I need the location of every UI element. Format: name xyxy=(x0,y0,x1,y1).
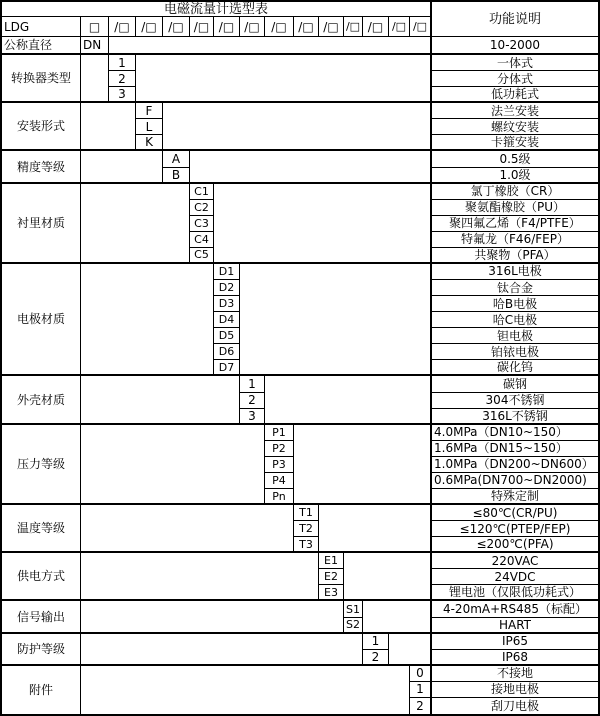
section-label-power-supply: 供电方式 xyxy=(2,553,81,601)
code-cell: C1 xyxy=(190,184,214,200)
spacer-cell xyxy=(81,103,136,151)
code-cell: 1 xyxy=(363,634,389,650)
spacer-cell xyxy=(81,634,363,666)
spacer-cell xyxy=(136,55,432,103)
section-label-lining: 衬里材质 xyxy=(2,184,81,264)
desc-cell: 低功耗式 xyxy=(432,87,598,103)
spacer-cell xyxy=(81,666,410,714)
code-cell: P4 xyxy=(265,473,294,489)
model-slot: /□ xyxy=(136,17,163,37)
code-cell: T2 xyxy=(294,521,319,537)
desc-cell: 刮刀电极 xyxy=(490,698,539,713)
section-label-pressure: 压力等级 xyxy=(2,425,81,505)
spacer-cell xyxy=(81,425,265,505)
desc-cell: 1.0级 xyxy=(432,168,598,184)
code-cell: 3 xyxy=(109,87,136,103)
section-label-installation: 安装形式 xyxy=(2,103,81,151)
code-cell: 2 xyxy=(363,650,389,666)
spacer-cell xyxy=(190,151,432,183)
spacer-cell xyxy=(363,601,432,633)
code-cell: S1 xyxy=(344,601,363,617)
desc-cell: IP68 xyxy=(432,650,598,666)
desc-cell: 316L电极 xyxy=(432,264,598,280)
spacer-cell xyxy=(81,553,319,601)
spacer-cell xyxy=(81,376,240,424)
code-cell: 2 xyxy=(109,71,136,87)
model-slot: /□ xyxy=(265,17,294,37)
spacer-cell xyxy=(81,55,109,103)
desc-cell: IP65 xyxy=(432,634,598,650)
code-cell: D3 xyxy=(214,296,240,312)
desc-cell: 碳化钨 xyxy=(432,360,598,376)
desc-cell: 不接地 xyxy=(432,666,598,682)
code-cell: D4 xyxy=(214,312,240,328)
code-cell: T1 xyxy=(294,505,319,521)
spacer-cell xyxy=(319,505,432,553)
code-cell: P3 xyxy=(265,457,294,473)
model-slot: /□ xyxy=(363,17,389,37)
section-label-electrode: 电极材质 xyxy=(2,264,81,377)
desc-cell: 钽电极 xyxy=(432,328,598,344)
spacer-cell xyxy=(294,425,432,505)
code-cell: 2 xyxy=(240,393,265,409)
code-cell: 1 xyxy=(240,376,265,392)
desc-cell: ≤120℃(PTEP/FEP) xyxy=(432,521,598,537)
code-cell: D7 xyxy=(214,360,240,376)
desc-cell: 0.5级 xyxy=(432,151,598,167)
desc-cell: 分体式 xyxy=(432,71,598,87)
section-label-accuracy: 精度等级 xyxy=(2,151,81,183)
code-cell: 0 xyxy=(410,666,432,682)
desc-cell: 304不锈钢 xyxy=(432,393,598,409)
spacer-cell xyxy=(109,37,432,55)
desc-cell: 316L不锈钢 xyxy=(432,409,598,425)
desc-cell: 特殊定制 xyxy=(432,489,598,505)
model-slot: /□ xyxy=(344,17,363,37)
section-label-accessories: 附件 xyxy=(2,666,81,714)
desc-cell: 聚四氟乙烯（F4/PTFE） xyxy=(432,216,598,232)
code-cell: C3 xyxy=(190,216,214,232)
code-cell: K xyxy=(136,135,163,151)
desc-cell: 接地电极 xyxy=(432,682,598,698)
spacer-cell xyxy=(81,184,190,264)
desc-cell: 0.6MPa(DN700~DN2000) xyxy=(432,473,598,489)
desc-cell: 24VDC xyxy=(432,569,598,585)
desc-cell: 220VAC xyxy=(432,553,598,569)
function-column-header: 功能说明 xyxy=(432,2,598,37)
spacer-cell xyxy=(240,264,432,377)
section-label-signal-output: 信号输出 xyxy=(2,601,81,633)
desc-cell: 氯丁橡胶（CR） xyxy=(432,184,598,200)
section-label-nominal-diameter: 公称直径 xyxy=(2,37,81,55)
code-cell: C2 xyxy=(190,200,214,216)
spacer-cell xyxy=(389,634,432,666)
section-label-housing: 外壳材质 xyxy=(2,376,81,424)
code-cell: E3 xyxy=(319,585,344,601)
code-cell: L xyxy=(136,119,163,135)
desc-cell: 碳钢 xyxy=(432,376,598,392)
desc-cell: ≤80℃(CR/PU) xyxy=(432,505,598,521)
desc-cell: 哈C电极 xyxy=(432,312,598,328)
section-label-temperature: 温度等级 xyxy=(2,505,81,553)
model-slot: /□ xyxy=(240,17,265,37)
spacer-cell xyxy=(163,103,432,151)
model-slot: /□ xyxy=(163,17,190,37)
code-cell: E1 xyxy=(319,553,344,569)
code-cell: 1 xyxy=(109,55,136,71)
desc-cell: 一体式 xyxy=(432,55,598,71)
desc-cell: 螺纹安装 xyxy=(432,119,598,135)
desc-cell: 钛合金 xyxy=(432,280,598,296)
model-slot: /□ xyxy=(294,17,319,37)
desc-cell: 法兰安装 xyxy=(432,103,598,119)
desc-cell: 锂电池（仅限低功耗式） xyxy=(432,585,598,601)
desc-cell: HART xyxy=(432,618,598,634)
code-cell: S2 xyxy=(344,618,363,634)
desc-cell: 铂铱电极 xyxy=(432,344,598,360)
code-cell: 2 xyxy=(410,698,432,714)
model-box: □ xyxy=(81,17,109,37)
desc-cell: 1.0MPa（DN200~DN600） xyxy=(432,457,598,473)
code-cell: T3 xyxy=(294,537,319,553)
section-label-protection: 防护等级 xyxy=(2,634,81,666)
model-prefix: LDG xyxy=(2,17,81,37)
code-cell: Pn xyxy=(265,489,294,505)
spacer-cell xyxy=(81,601,344,633)
model-slot: /□ xyxy=(190,17,214,37)
code-cell: B xyxy=(163,168,190,184)
spacer-cell xyxy=(344,553,432,601)
desc-cell: 1.6MPa（DN15~150） xyxy=(432,441,598,457)
code-cell: 1 xyxy=(410,682,432,698)
desc-cell: 共聚物（PFA） xyxy=(432,248,598,264)
code-cell: C5 xyxy=(190,248,214,264)
desc-cell: 卡箍安装 xyxy=(432,135,598,151)
code-cell: D5 xyxy=(214,328,240,344)
desc-cell: 特氟龙（F46/FEP） xyxy=(432,232,598,248)
desc-cell: 4-20mA+RS485（标配） xyxy=(432,601,598,617)
model-slot: /□ xyxy=(214,17,240,37)
code-cell: P1 xyxy=(265,425,294,441)
spacer-cell xyxy=(81,151,163,183)
code-cell: D2 xyxy=(214,280,240,296)
code-cell: 3 xyxy=(240,409,265,425)
spacer-cell xyxy=(214,184,432,264)
code-cell: DN xyxy=(81,37,109,55)
desc-cell: 4.0MPa（DN10~150） xyxy=(432,425,598,441)
desc-cell: 10-2000 xyxy=(432,37,598,55)
code-cell: C4 xyxy=(190,232,214,248)
model-slot: /□ xyxy=(109,17,136,37)
desc-cell: ≤200℃(PFA) xyxy=(432,537,598,553)
code-cell: E2 xyxy=(319,569,344,585)
table-title: 电磁流量计选型表 xyxy=(2,2,432,17)
spacer-cell xyxy=(81,264,214,377)
desc-cell: 哈B电极 xyxy=(432,296,598,312)
code-cell: P2 xyxy=(265,441,294,457)
code-cell: D1 xyxy=(214,264,240,280)
model-slot: /□ xyxy=(319,17,344,37)
code-cell: D6 xyxy=(214,344,240,360)
code-cell: A xyxy=(163,151,190,167)
spacer-cell xyxy=(81,505,294,553)
section-label-converter-type: 转换器类型 xyxy=(2,55,81,103)
model-slot: /□ xyxy=(410,17,432,37)
model-slot: /□ xyxy=(389,17,410,37)
spacer-cell xyxy=(265,376,432,424)
desc-cell: 聚氨酯橡胶（PU） xyxy=(432,200,598,216)
code-cell: F xyxy=(136,103,163,119)
